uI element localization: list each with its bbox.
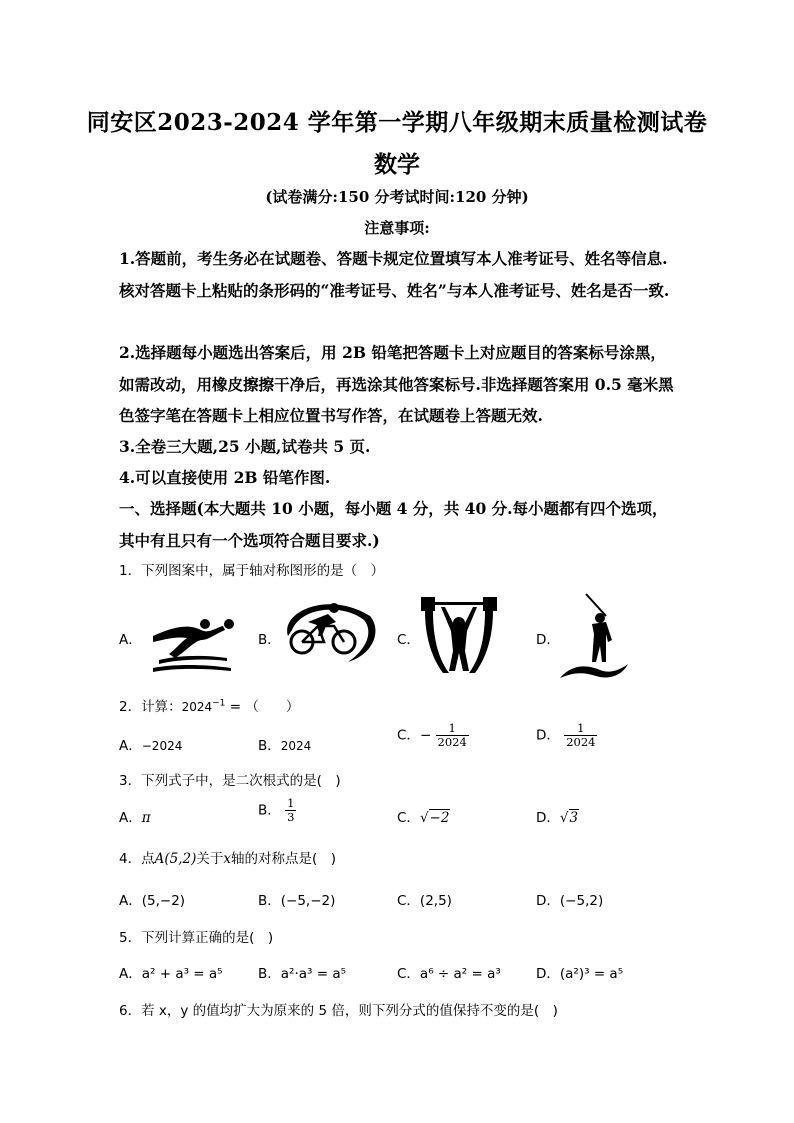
cyclist-icon [278, 596, 378, 668]
notice-4: 4.可以直接使用 2B 铅笔作图. [119, 468, 331, 487]
exam-info: (试卷满分:150 分考试时间:120 分钟) [265, 188, 529, 206]
q4-option-c: C．(2,5) [397, 893, 452, 909]
q3-option-c: C．√−2 [397, 810, 450, 826]
q4-option-a: A．(5,−2) [119, 893, 186, 909]
q5-option-a: A．a² + a³ = a⁵ [119, 966, 223, 982]
section-1-heading: 一、选择题(本大题共 10 小题，每小题 4 分，共 40 分.每小题都有四个选项，其中有且只有一个选项符合题目要求.) [119, 499, 668, 550]
q1-option-a-label: A． [119, 632, 142, 648]
question-4-stem: 4．点A(5,2)关于x轴的对称点是( ) [119, 851, 337, 867]
q2-option-c: C．− $\frac{1}{2024}$ [397, 721, 467, 749]
q1-option-b-label: B． [258, 632, 281, 648]
q1-option-d-label: D． [536, 632, 560, 648]
notice-heading: 注意事项: [364, 219, 430, 237]
q2-option-d: D． $\frac{1}{2024}$ [536, 721, 596, 749]
volleyball-player-icon [145, 608, 237, 672]
notice-3: 3.全卷三大题,25 小题,试卷共 5 页. [119, 437, 371, 456]
q5-option-b: B．a²·a³ = a⁵ [258, 966, 347, 982]
notice-1: 1.答题前，考生务必在试题卷、答题卡规定位置填写本人准考证号、姓名等信息.核对答题卡上粘贴的条形码的“准考证号、姓名”与本人准考证号、姓名是否一致. [119, 249, 670, 300]
question-3-stem: 3．下列式子中，是二次根式的是( ) [119, 773, 341, 789]
subject-title: 数学 [374, 151, 420, 178]
question-5-stem: 5．下列计算正确的是( ) [119, 930, 274, 946]
q4-option-b: B．(−5,−2) [258, 893, 336, 909]
question-2-stem: 2．计算：$2024^{-1}$ = （ ） [119, 698, 300, 715]
exam-title: 同安区2023-2024 学年第一学期八年级期末质量检测试卷 [86, 109, 708, 136]
q5-option-d: D．(a²)³ = a⁵ [536, 966, 624, 982]
q4-option-d: D．(−5,2) [536, 893, 604, 909]
q3-option-a: A．π [119, 810, 151, 826]
q3-option-d: D．√3 [536, 810, 579, 826]
question-6-stem: 6．若 x，y 的值均扩大为原来的 5 倍，则下列分式的值保持不变的是( ) [119, 1003, 558, 1019]
notice-2: 2.选择题每小题选出答案后，用 2B 铅笔把答题卡上对应题目的答案标号涂黑，如需改动，用橡皮擦擦干净后，再选涂其他答案标号.非选择题答案用 0.5 毫米黑色签字笔在答题卡上相应位置书写作答，在试题卷上答题无效. [119, 343, 674, 425]
question-1-stem: 1．下列图案中，属于轴对称图形的是（ ） [119, 563, 385, 579]
q1-option-c-label: C． [397, 632, 420, 648]
q2-option-a: A．−2024 [119, 738, 183, 754]
golfer-icon [556, 592, 632, 682]
weightlifter-icon [417, 595, 501, 675]
q3-option-b: B． $\frac{1}{3}$ [258, 796, 295, 824]
q2-option-b: B．2024 [258, 738, 312, 754]
q5-option-c: C．a⁶ ÷ a² = a³ [397, 966, 501, 982]
